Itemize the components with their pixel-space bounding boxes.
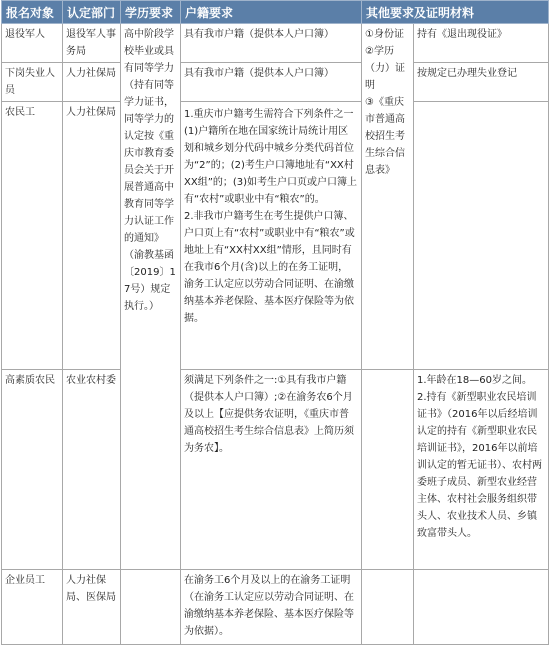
common-doc-3: ③《重庆市普通高校招生考生综合信息表》: [365, 97, 405, 176]
cell-huji-employee: 在渝务工6个月及以上的在渝务工证明（在渝务工认定应以劳动合同证明、在渝缴纳基本养老保险、基本医疗保险等为依据）。: [181, 570, 362, 645]
cell-other-migrant: [414, 102, 549, 370]
cell-dept-migrant: 人力社保局: [63, 102, 121, 370]
cell-education-employee: [121, 570, 181, 645]
other-farmer-p1: 1.年龄在18—60岁之间。: [417, 375, 532, 386]
cell-target-migrant: 农民工: [2, 102, 63, 370]
table-row: [2, 570, 549, 645]
header-other: 其他要求及证明材料: [362, 1, 549, 24]
common-doc-2: ②学历（力）证明: [365, 46, 405, 91]
requirements-table: [1, 0, 549, 645]
cell-huji-migrant: [181, 102, 362, 370]
cell-huji-unemployed: 具有我市户籍（提供本人户口簿）: [181, 63, 362, 102]
other-farmer-p2: 2.持有《新型职业农民培训证书》（2016年以后经培训认定的持有《新型职业农民培训证书》，2016年以前培训认定的暂无证书）、农村两委班子成员、新型农业经营主体、农村社会服务组织带头人、农业技术人员、乡镇致富带头人。: [417, 392, 542, 539]
cell-common-docs-employee: [362, 570, 414, 645]
cell-dept-unemployed: 人力社保局: [63, 63, 121, 102]
cell-dept-employee: 人力社保局、医保局: [63, 570, 121, 645]
table-row: [2, 102, 549, 370]
cell-target-farmer: 高素质农民: [2, 370, 63, 570]
header-education: 学历要求: [121, 1, 181, 24]
huji-migrant-p2: 2.非我市户籍考生在考生提供户口簿、户口页上有“农村”或职业中有“粮农”或地址上有“XX村XX组”情形，且同时有在我市6个月(含)以上的在务工证明，渝务工认定应以劳动合同证明、在渝缴纳基本养老保险、基本医疗保险等为依据。: [184, 211, 355, 324]
table-row: [2, 370, 549, 570]
table-row: [2, 24, 549, 63]
table-row: [2, 63, 549, 102]
cell-huji-farmer: 须满足下列条件之一:①具有我市户籍（提供本人户口簿）;②在渝务农6个月及以上【应提供务农证明，《重庆市普通高校招生考生综合信息表》上简历须为务农】。: [181, 370, 362, 570]
header-huji: 户籍要求: [181, 1, 362, 24]
cell-dept-farmer: 农业农村委: [63, 370, 121, 570]
cell-target-veterans: 退役军人: [2, 24, 63, 63]
cell-other-employee: [414, 570, 549, 645]
cell-education: [121, 24, 181, 570]
cell-other-unemployed: 按规定已办理失业登记: [414, 63, 549, 102]
cell-target-employee: 企业员工: [2, 570, 63, 645]
cell-other-veterans: 持有《退出现役证》: [414, 24, 549, 63]
header-row: [2, 1, 549, 24]
huji-migrant-p1: 1.重庆市户籍考生需符合下列条件之一(1)户籍所在地在国家统计局统计用区划和城乡划分代码中城乡分类代码首位为“2”的；(2)考生户口簿地址有“XX村XX组”的；(3)如考生户口页或户口簿上有“农村”或职业中有“粮农”的。: [184, 109, 358, 205]
cell-dept-veterans: 退役军人事务局: [63, 24, 121, 63]
cell-common-docs-farmer: [362, 370, 414, 570]
cell-common-docs: [362, 24, 414, 370]
cell-huji-veterans: 具有我市户籍（提供本人户口簿）: [181, 24, 362, 63]
header-dept: 认定部门: [63, 1, 121, 24]
education-text: 高中阶段学校毕业或具有同等学力（持有同等学力证书，同等学力的认定按《重庆市教育委员会关于开展普通高中教育同等学力认证工作的通知》（渝教基函〔2019〕17号）规定执行。）: [124, 29, 176, 312]
common-doc-1: ①身份证: [365, 29, 404, 40]
cell-other-farmer: [414, 370, 549, 570]
header-target: 报名对象: [2, 1, 63, 24]
cell-target-unemployed: 下岗失业人员: [2, 63, 63, 102]
